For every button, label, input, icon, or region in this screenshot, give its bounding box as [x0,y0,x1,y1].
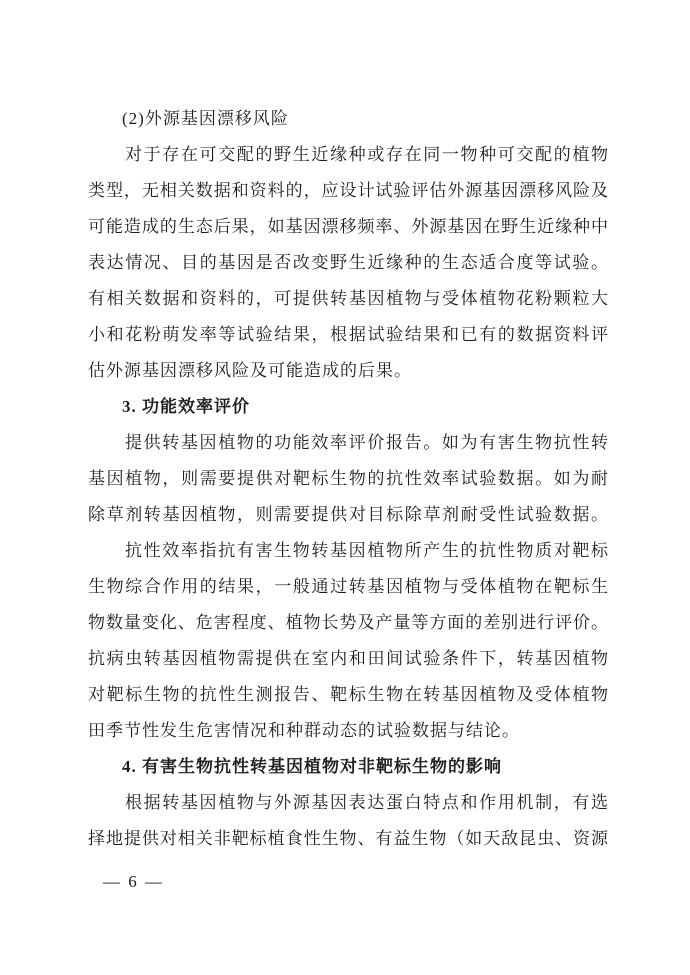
para2-line-3: 除草剂转基因植物，则需要提供对目标除草剂耐受性试验数据。 [88,505,608,524]
heading-gene-flow-risk: (2)外源基因漂移风险 [122,109,289,128]
para3-line-5: 对靶标生物的抗性生测报告、靶标生物在转基因植物及受体植物 [88,685,608,704]
para3-line-1: 抗性效率指抗有害生物转基因植物所产生的抗性物质对靶标 [125,541,608,560]
para4-line-1: 根据转基因植物与外源基因表达蛋白特点和作用机制，有选 [125,793,608,812]
para1-line-5: 有相关数据和资料的，可提供转基因植物与受体植物花粉颗粒大 [88,289,608,308]
para1-line-1: 对于存在可交配的野生近缘种或存在同一物种可交配的植物 [125,145,608,164]
para1-line-6: 小和花粉萌发率等试验结果，根据试验结果和已有的数据资料评 [88,325,608,344]
para2-line-1: 提供转基因植物的功能效率评价报告。如为有害生物抗性转 [125,433,608,452]
para1-line-3: 可能造成的生态后果，如基因漂移频率、外源基因在野生近缘种中 [88,217,608,236]
para3-line-6: 田季节性发生危害情况和种群动态的试验数据与结论。 [88,721,520,740]
para2-line-2: 基因植物，则需要提供对靶标生物的抗性效率试验数据。如为耐 [88,469,608,488]
para3-line-3: 物数量变化、危害程度、植物长势及产量等方面的差别进行评价。 [88,613,608,632]
para1-line-2: 类型，无相关数据和资料的，应设计试验评估外源基因漂移风险及 [88,181,608,200]
para1-line-4: 表达情况、目的基因是否改变野生近缘种的生态适合度等试验。 [88,253,608,272]
para3-line-4: 抗病虫转基因植物需提供在室内和田间试验条件下，转基因植物 [88,649,608,668]
para4-line-2: 择地提供对相关非靶标植食性生物、有益生物（如天敌昆虫、资源 [88,829,608,848]
page-number: — 6 — [103,872,164,891]
page-content [88,101,608,857]
heading-non-target-effects: 4. 有害生物抗性转基因植物对非靶标生物的影响 [122,757,502,776]
para1-line-7: 估外源基因漂移风险及可能造成的后果。 [88,361,412,380]
para3-line-2: 生物综合作用的结果，一般通过转基因植物与受体植物在靶标生 [88,577,608,596]
heading-functional-efficiency: 3. 功能效率评价 [122,397,250,416]
